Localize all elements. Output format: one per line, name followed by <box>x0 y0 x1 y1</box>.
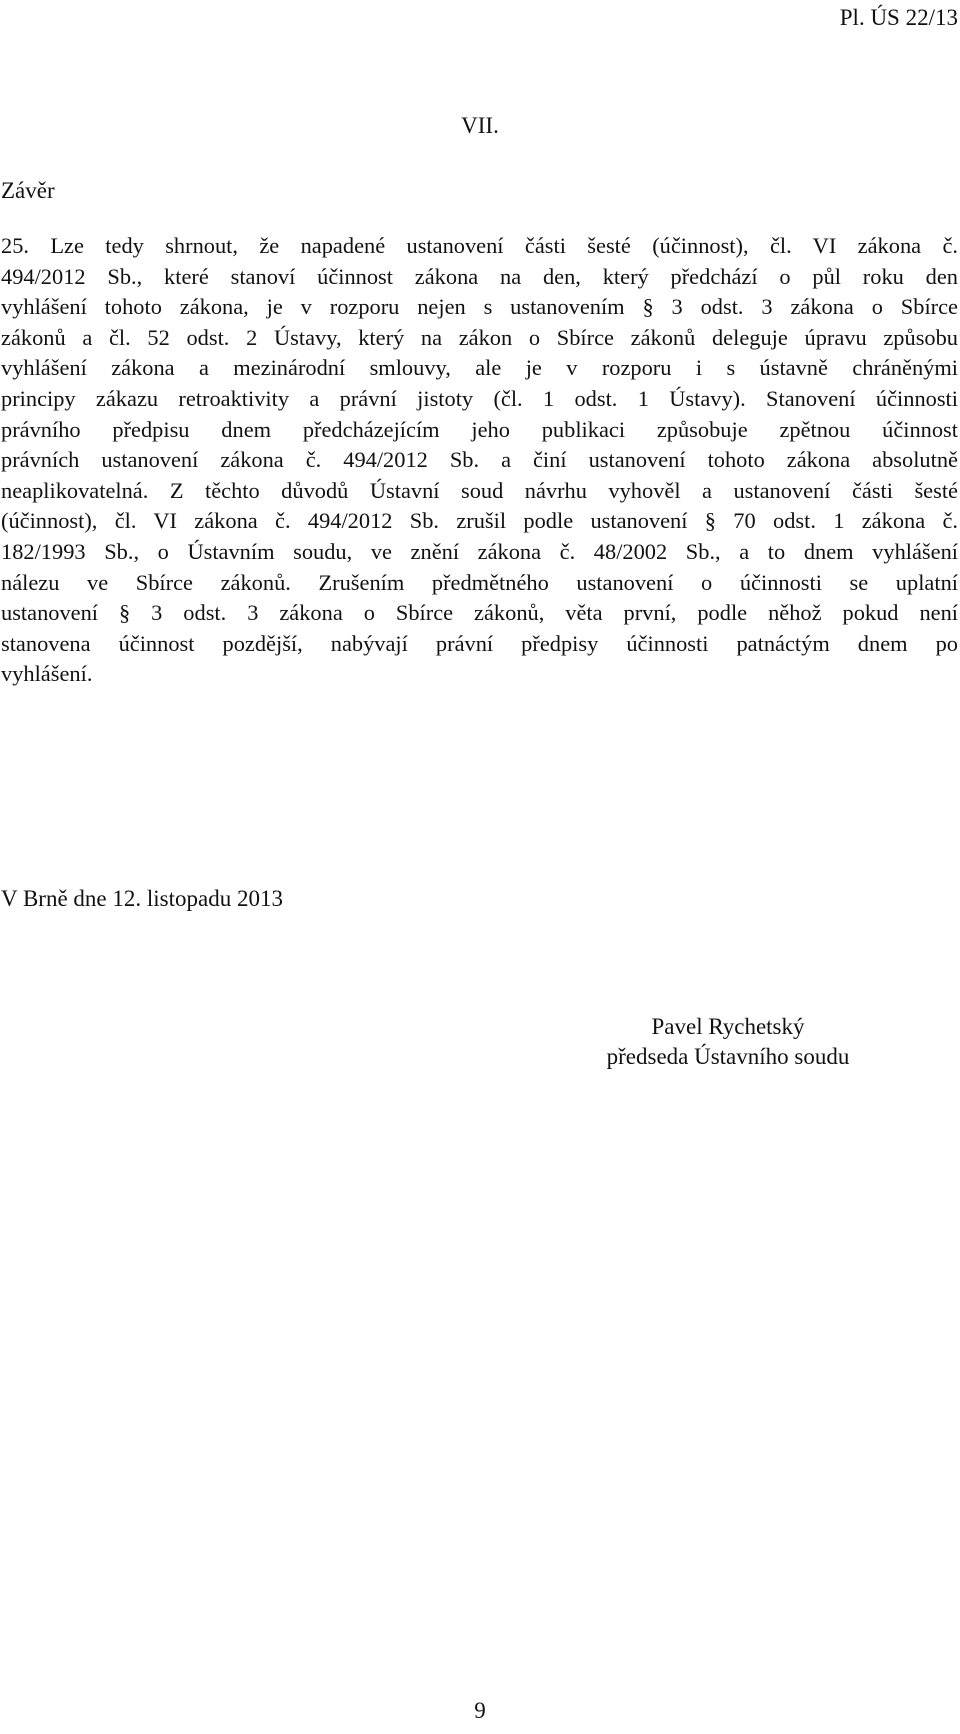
signature-block <box>588 1012 868 1072</box>
case-reference: Pl. ÚS 22/13 <box>839 5 958 30</box>
paragraph-line: neaplikovatelná. Z těchto důvodů Ústavní soud návrhu vyhověl a ustanovení části šesté <box>1 477 958 503</box>
signatory-name: Pavel Rychetský <box>651 1014 805 1039</box>
paragraph-line: vyhlášení zákona a mezinárodní smlouvy, ale je v rozporu i s ústavně chráněnými <box>1 355 958 381</box>
paragraph-line: ustanovení § 3 odst. 3 zákona o Sbírce zákonů, věta první, podle něhož pokud není <box>1 600 958 626</box>
page-number: 9 <box>474 1698 486 1723</box>
paragraph-line: 182/1993 Sb., o Ústavním soudu, ve znění zákona č. 48/2002 Sb., a to dnem vyhlášení <box>1 538 958 564</box>
paragraph-line: stanovena účinnost pozdější, nabývají právní předpisy účinnosti patnáctým dnem po <box>1 630 958 656</box>
paragraph-line: 25. Lze tedy shrnout, že napadené ustanovení části šesté (účinnost), čl. VI zákona č. <box>1 233 958 258</box>
conclusion-paragraph <box>1 231 958 690</box>
paragraph-line: nálezu ve Sbírce zákonů. Zrušením předmětného ustanovení o účinnosti se uplatní <box>1 569 958 595</box>
paragraph-line: 494/2012 Sb., které stanoví účinnost zákona na den, který předchází o půl roku den <box>1 263 958 289</box>
chapter-number: VII. <box>461 113 499 138</box>
signatory-role: předseda Ústavního soudu <box>606 1044 850 1069</box>
chapter-title: Závěr <box>1 178 55 203</box>
paragraph-line: zákonů a čl. 52 odst. 2 Ústavy, který na zákon o Sbírce zákonů deleguje úpravu způsobu <box>1 324 958 350</box>
paragraph-line: (účinnost), čl. VI zákona č. 494/2012 Sb. zrušil podle ustanovení § 70 odst. 1 zákona č. <box>1 508 958 534</box>
place-and-date: V Brně dne 12. listopadu 2013 <box>1 886 283 911</box>
paragraph-line: právních ustanovení zákona č. 494/2012 Sb. a činí ustanovení tohoto zákona absolutně <box>1 447 958 473</box>
paragraph-line: právního předpisu dnem předcházejícím jeho publikaci způsobuje zpětnou účinnost <box>1 416 958 442</box>
paragraph-line: principy zákazu retroaktivity a právní jistoty (čl. 1 odst. 1 Ústavy). Stanovení účinnosti <box>1 385 958 411</box>
paragraph-line: vyhlášení tohoto zákona, je v rozporu nejen s ustanovením § 3 odst. 3 zákona o Sbírce <box>1 294 958 320</box>
paragraph-line: vyhlášení. <box>1 661 93 687</box>
